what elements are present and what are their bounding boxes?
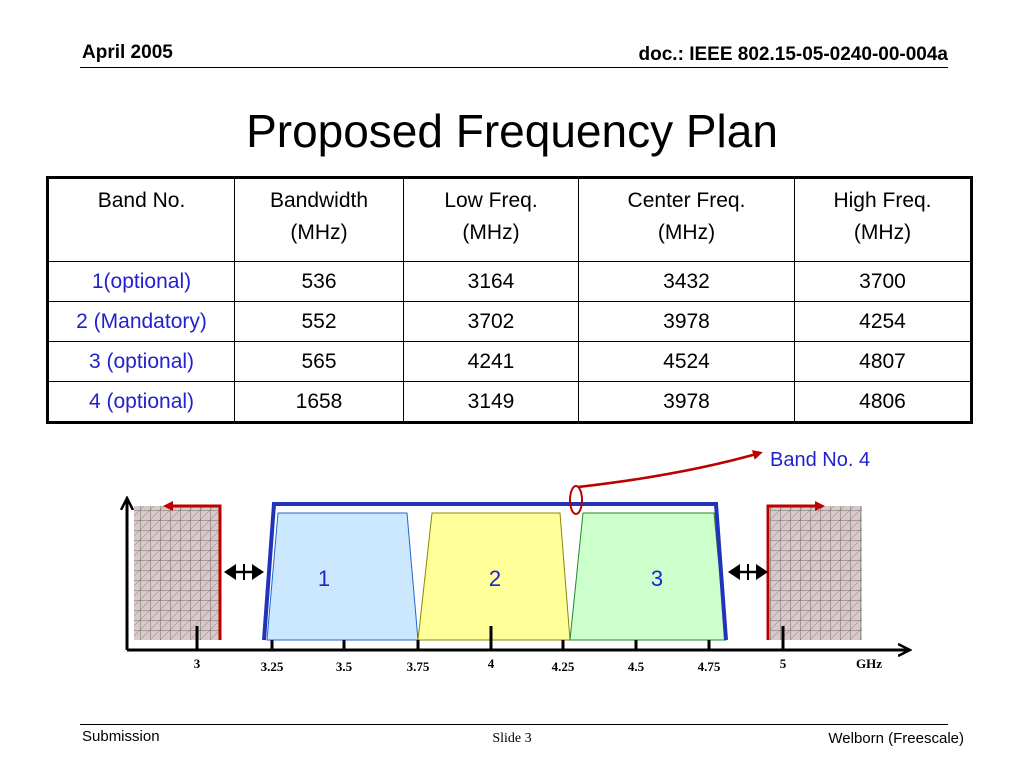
tick-label: 4.5 [627, 659, 645, 674]
cell-center-freq: 3432 [579, 262, 795, 302]
cell-high-freq: 4254 [795, 302, 972, 342]
tick-label: 4.25 [551, 659, 575, 674]
slide-title: Proposed Frequency Plan [246, 105, 778, 157]
cell-bandwidth: 1658 [235, 382, 404, 423]
header-low-freq: Low Freq. (MHz) [404, 178, 579, 262]
tick-label: 4 [487, 656, 495, 671]
tick-label: 3.25 [260, 659, 284, 674]
excluded-region-right [770, 506, 862, 640]
header-high-freq: High Freq. (MHz) [795, 178, 972, 262]
cell-center-freq: 3978 [579, 302, 795, 342]
excluded-region-left [134, 506, 220, 640]
band-1-shape [267, 513, 418, 640]
cell-center-freq: 3978 [579, 382, 795, 423]
header-bandwidth: Bandwidth (MHz) [235, 178, 404, 262]
cell-bandwidth: 565 [235, 342, 404, 382]
header-band-no: Band No. [48, 178, 235, 262]
cell-low-freq: 3702 [404, 302, 579, 342]
cell-center-freq: 4524 [579, 342, 795, 382]
cell-high-freq: 3700 [795, 262, 972, 302]
tick-label: 4.75 [697, 659, 721, 674]
footer-submission: Submission [82, 728, 160, 745]
header-doc-id: doc.: IEEE 802.15-05-0240-00-004a [638, 44, 948, 65]
footer-slide-number: Slide 3 [492, 731, 532, 746]
band-3-shape [570, 513, 726, 640]
band-2-label: 2 [488, 566, 502, 591]
tick-label: 3.5 [335, 659, 353, 674]
callout-arrow [578, 453, 760, 487]
footer-divider [80, 724, 948, 725]
tick-label: 3.75 [406, 659, 430, 674]
cell-low-freq: 3149 [404, 382, 579, 423]
cell-band: 4 (optional) [48, 382, 235, 423]
band-1-label: 1 [317, 566, 331, 591]
cell-high-freq: 4806 [795, 382, 972, 423]
tick-label: 5 [779, 656, 787, 671]
tick-label: 3 [193, 656, 201, 671]
header-center-freq: Center Freq. (MHz) [579, 178, 795, 262]
cell-band: 1(optional) [48, 262, 235, 302]
cell-bandwidth: 536 [235, 262, 404, 302]
guard-gap-right [728, 564, 768, 580]
band-3-label: 3 [650, 566, 664, 591]
cell-low-freq: 4241 [404, 342, 579, 382]
footer-author: Welborn (Freescale) [828, 730, 964, 747]
cell-band: 2 (Mandatory) [48, 302, 235, 342]
header-date: April 2005 [82, 42, 173, 63]
guard-gap-left [224, 564, 264, 580]
cell-bandwidth: 552 [235, 302, 404, 342]
cell-low-freq: 3164 [404, 262, 579, 302]
callout-ellipse [570, 486, 582, 514]
callout-label: Band No. 4 [770, 449, 871, 471]
cell-band: 3 (optional) [48, 342, 235, 382]
axis-unit-label: GHz [856, 656, 882, 671]
cell-high-freq: 4807 [795, 342, 972, 382]
